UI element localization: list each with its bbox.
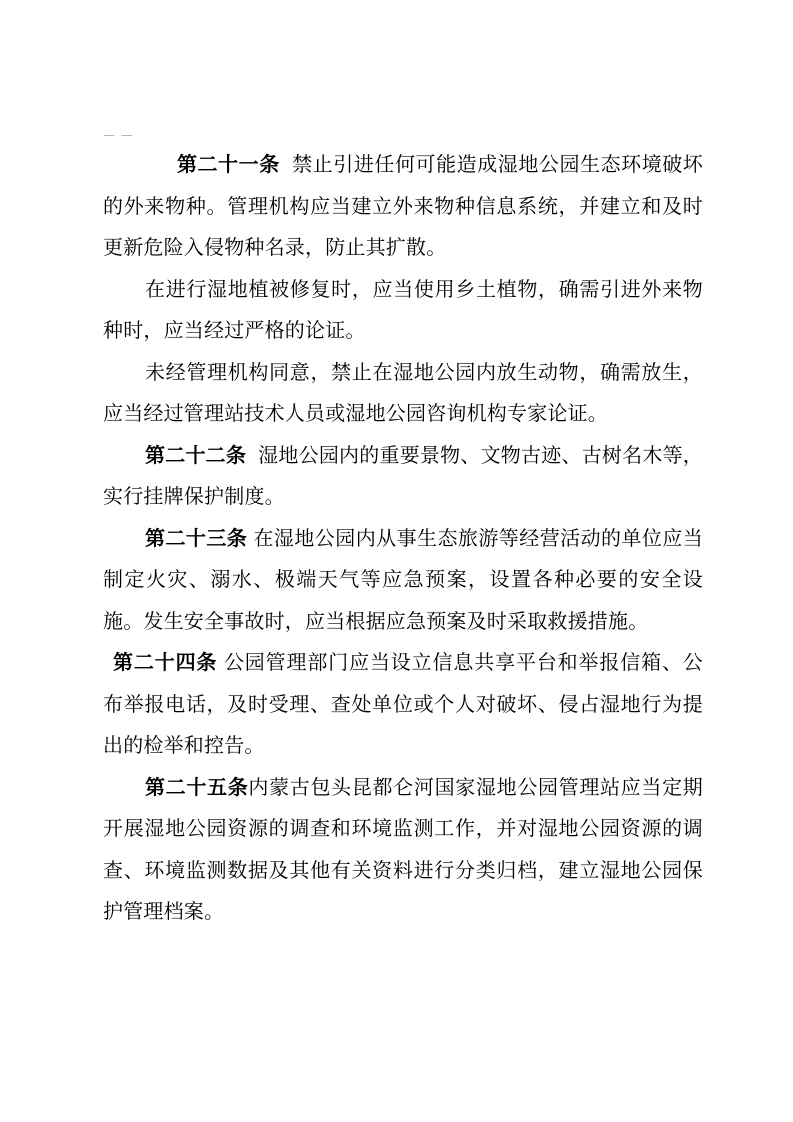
- article-25-paragraph: [103, 767, 703, 933]
- animal-release-text: 未经管理机构同意，禁止在湿地公园内放生动物，确需放生，应当经过管理站技术人员或湿地公园咨询机构专家论证。: [103, 359, 703, 425]
- article-23-paragraph: [103, 518, 703, 643]
- article-21-paragraph: [103, 144, 703, 269]
- article-25-heading: 第二十五条: [145, 774, 249, 799]
- article-25-text: 内蒙古包头昆都仑河国家湿地公园管理站应当定期开展湿地公园资源的调查和环境监测工作，并对湿地公园资源的调查、环境监测数据及其他有关资料进行分类归档，建立湿地公园保护管理档案。: [103, 774, 703, 923]
- article-24-text: 公园管理部门应当设立信息共享平台和举报信箱、公布举报电话，及时受理、查处单位或个人对破坏、侵占湿地行为提出的检举和控告。: [103, 650, 704, 757]
- animal-release-paragraph: [103, 352, 703, 435]
- article-24-heading: 第二十四条: [113, 650, 218, 674]
- document-body: [103, 144, 703, 933]
- plant-restoration-paragraph: [103, 269, 703, 352]
- article-23-heading: 第二十三条: [145, 525, 248, 550]
- article-23-text: 在湿地公园内从事生态旅游等经营活动的单位应当制定火灾、溺水、极端天气等应急预案，设置各种必要的安全设施。发生安全事故时，应当根据应急预案及时采取救援措施。: [103, 525, 704, 633]
- article-21-heading: 第二十一条: [177, 152, 280, 176]
- article-22-heading: 第二十二条: [145, 442, 247, 467]
- plant-restoration-text: 在进行湿地植被修复时，应当使用乡土植物，确需引进外来物种时，应当经过严格的论证。: [103, 276, 703, 342]
- article-22-text: 湿地公园内的重要景物、文物古迹、古树名木等，实行挂牌保护制度。: [103, 442, 704, 508]
- article-21-text: 禁止引进任何可能造成湿地公园生态环境破坏的外来物种。管理机构应当建立外来物种信息系统，并建立和及时更新危险入侵物种名录，防止其扩散。: [103, 152, 704, 259]
- article-24-paragraph: [103, 642, 703, 767]
- article-22-paragraph: [103, 435, 703, 518]
- page-number-mark: — —: [103, 128, 134, 142]
